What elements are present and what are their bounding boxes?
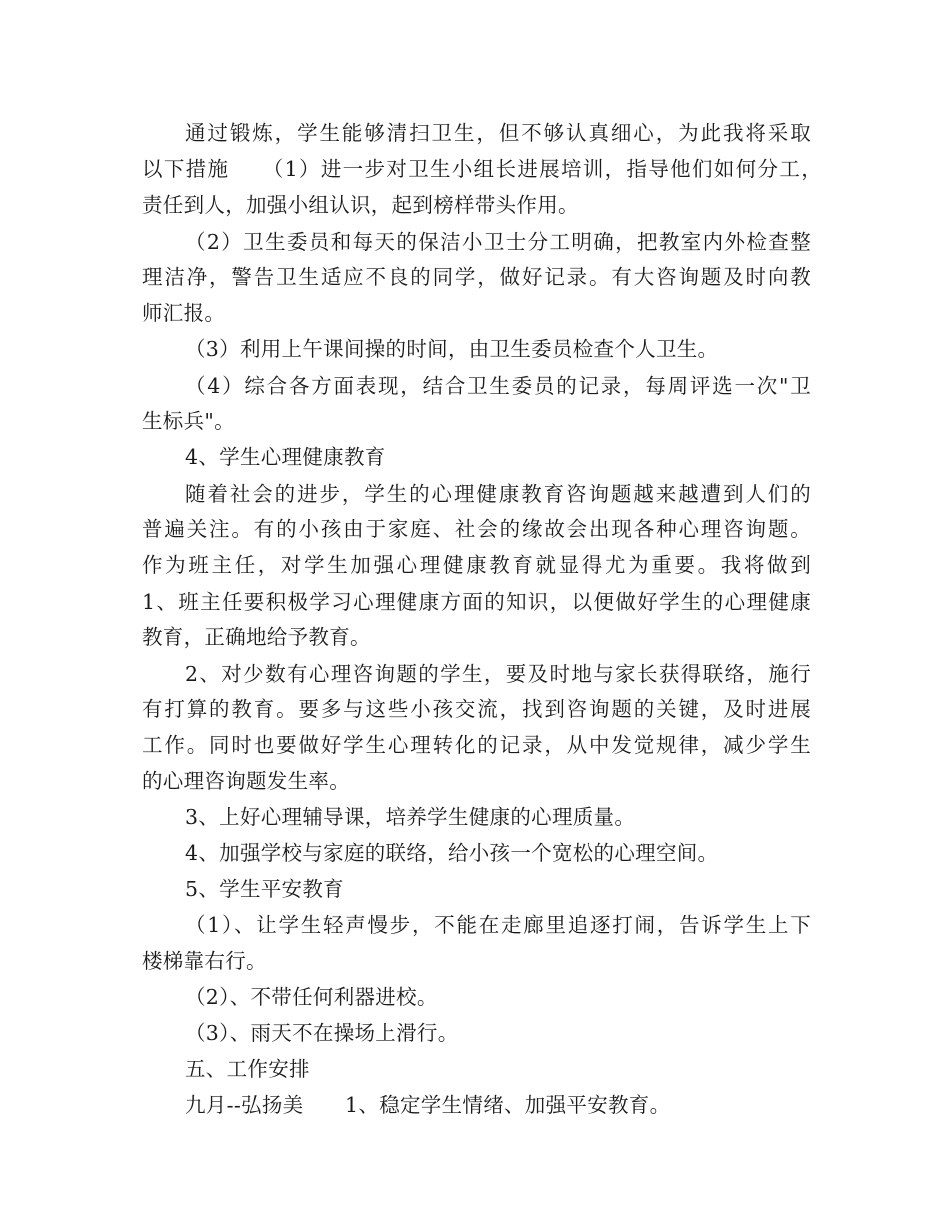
text-line: 工作。同时也要做好学生心理转化的记录，从中发觉规律，减少学生 xyxy=(142,733,811,757)
text-line: （1）、让学生轻声慢步，不能在走廊里追逐打闹，告诉学生上下 xyxy=(185,913,811,937)
text-line: 1、班主任要积极学习心理健康方面的知识，以便做好学生的心理健康 xyxy=(142,590,811,614)
text-line: 生标兵"。 xyxy=(142,409,235,433)
text-line: 理洁净，警告卫生适应不良的同学，做好记录。有大咨询题及时向教 xyxy=(142,265,811,289)
section-heading: 5、学生平安教育 xyxy=(185,877,344,901)
text-line: 作为班主任，对学生加强心理健康教育就显得尤为重要。我将做到 xyxy=(142,553,811,577)
section-heading: 五、工作安排 xyxy=(185,1057,310,1081)
text-line: 4、加强学校与家庭的联络，给小孩一个宽松的心理空间。 xyxy=(185,841,719,865)
text-line: 责任到人，加强小组认识，起到榜样带头作用。 xyxy=(142,193,579,217)
section-heading: 4、学生心理健康教育 xyxy=(185,445,386,469)
text-line: 有打算的教育。要多与这些小孩交流，找到咨询题的关键，及时进展 xyxy=(142,697,811,721)
text-line: 3、上好心理辅导课，培养学生健康的心理质量。 xyxy=(185,805,636,829)
text-line: 2、对少数有心理咨询题的学生，要及时地与家长获得联络，施行 xyxy=(185,662,811,686)
text-line: 九月--弘扬美 1、稳定学生情绪、加强平安教育。 xyxy=(185,1093,671,1117)
text-line: 以下措施 （1）进一步对卫生小组长进展培训，指导他们如何分工， xyxy=(142,157,822,181)
text-line: （3）、雨天不在操场上滑行。 xyxy=(185,1021,459,1045)
text-line: 师汇报。 xyxy=(142,301,226,325)
text-line: （2）卫生委员和每天的保洁小卫士分工明确，把教室内外检查整 xyxy=(185,230,811,254)
text-line: （3）利用上午课间操的时间，由卫生委员检查个人卫生。 xyxy=(185,337,719,361)
text-line: 楼梯靠右行。 xyxy=(142,949,267,973)
text-line: （2）、不带任何利器进校。 xyxy=(185,985,438,1009)
text-line: 通过锻炼，学生能够清扫卫生，但不够认真细心，为此我将采取 xyxy=(185,121,811,145)
text-line: （4）综合各方面表现，结合卫生委员的记录，每周评选一次"卫 xyxy=(185,374,811,398)
text-line: 随着社会的进步，学生的心理健康教育咨询题越来越遭到人们的 xyxy=(185,482,811,506)
text-line: 普遍关注。有的小孩由于家庭、社会的缘故会出现各种心理咨询题。 xyxy=(142,517,811,541)
text-line: 教育，正确地给予教育。 xyxy=(142,625,371,649)
text-line: 的心理咨询题发生率。 xyxy=(142,769,350,793)
